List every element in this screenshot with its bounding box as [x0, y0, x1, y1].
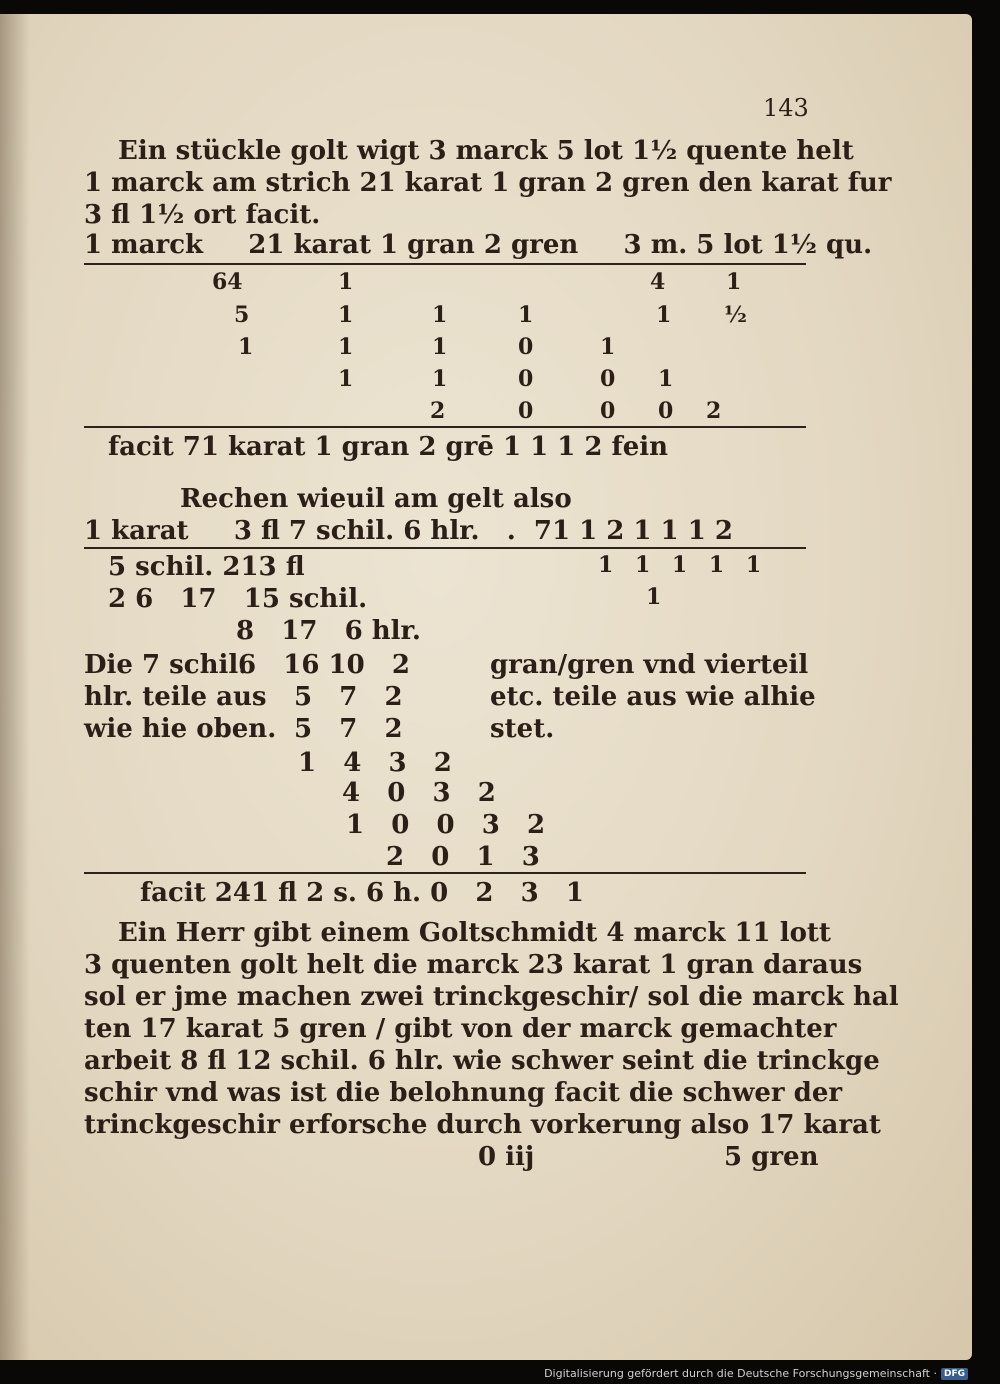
problem2-work-line: 5 schil. 213 fl [108, 552, 305, 582]
problem2-sub-row-2: 1 [646, 584, 662, 610]
problem2-note-right: gran/gren vnd vierteil [490, 650, 809, 680]
page-number: 143 [763, 94, 809, 122]
problem3-tail-left: 0 iij [478, 1142, 535, 1172]
problem3-line: arbeit 8 fl 12 schil. 6 hlr. wie schwer seint die trinckge [84, 1046, 880, 1076]
problem2-note-left: Die 7 schil. [84, 650, 248, 680]
problem3-line: sol er jme machen zwei trinckgeschir/ sol die marck hal [84, 982, 899, 1012]
problem3-line: 3 quenten golt helt die marck 23 karat 1 gran daraus [84, 950, 863, 980]
grid-cell: 1 [432, 302, 448, 328]
problem2-cascade-line: 1 4 3 2 [298, 748, 452, 778]
grid-cell: 0 [518, 334, 534, 360]
grid-cell: 1 [656, 302, 672, 328]
digitization-footer [544, 1367, 968, 1380]
problem2-note-left: hlr. teile aus [84, 682, 267, 712]
grid-cell: 0 [518, 366, 534, 392]
grid-cell: 1 [432, 334, 448, 360]
grid-cell: 0 [600, 366, 616, 392]
problem2-sum-rule [84, 872, 806, 874]
problem3-line: ten 17 karat 5 gren / gibt von der marck gemachter [84, 1014, 837, 1044]
problem2-note-nums: 5 7 2 [294, 682, 403, 712]
grid-cell: 0 [518, 398, 534, 424]
grid-cell: 2 [430, 398, 446, 424]
problem2-facit: facit 241 fl 2 s. 6 h. 0 2 3 1 [140, 878, 584, 908]
grid-cell: 1 [432, 366, 448, 392]
problem2-sub-row: 1 1 1 1 1 [598, 552, 762, 578]
grid-cell: 1 [658, 366, 674, 392]
dfg-logo-icon: DFG [941, 1368, 968, 1380]
grid-cell: 1 [518, 302, 534, 328]
problem2-work-line: 8 17 6 hlr. [236, 616, 421, 646]
problem2-note-right: etc. teile aus wie alhie [490, 682, 816, 712]
problem2-note-right: stet. [490, 714, 555, 744]
problem1-sum-rule [84, 426, 806, 428]
problem2-cascade-line: 1 0 0 3 2 [346, 810, 546, 840]
problem1-header-rule [84, 263, 806, 265]
grid-cell: 0 [658, 398, 674, 424]
problem1-line-2: 1 marck am strich 21 karat 1 gran 2 gren den karat fur [84, 168, 892, 198]
grid-cell: 1 [338, 366, 354, 392]
grid-cell: 1 [238, 334, 254, 360]
grid-cell: 1 [726, 269, 742, 295]
problem2-note-left: wie hie oben. [84, 714, 277, 744]
problem2-work-line: 2 6 17 15 schil. [108, 584, 368, 614]
problem3-line: trinckgeschir erforsche durch vorkerung also 17 karat [84, 1110, 881, 1140]
problem1-facit: facit 71 karat 1 gran 2 grē 1 1 1 2 fein [108, 432, 669, 462]
grid-cell: 0 [600, 398, 616, 424]
problem2-header: 1 karat 3 fl 7 schil. 6 hlr. . 71 1 2 1 1 1 2 [84, 516, 733, 546]
grid-cell: 1 [338, 269, 354, 295]
problem1-line-3: 3 fl 1½ ort facit. [84, 200, 321, 230]
problem1-line-1: Ein stückle golt wigt 3 marck 5 lot 1½ quente helt [118, 136, 854, 166]
problem2-note-nums: 5 7 2 [294, 714, 403, 744]
problem3-line: schir vnd was ist die belohnung facit die schwer der [84, 1078, 843, 1108]
problem3-line: Ein Herr gibt einem Goltschmidt 4 marck 11 lott [118, 918, 831, 948]
grid-cell: 1 [600, 334, 616, 360]
footer-text: Digitalisierung gefördert durch die Deutsche Forschungsgemeinschaft · [544, 1367, 937, 1380]
grid-cell: 1 [338, 334, 354, 360]
grid-cell: 1 [338, 302, 354, 328]
grid-cell: 64 [212, 269, 243, 295]
grid-cell: 4 [650, 269, 666, 295]
problem2-cascade-line: 4 0 3 2 [342, 778, 496, 808]
book-page [0, 14, 972, 1360]
problem2-note-nums: 6 16 10 2 [238, 650, 410, 680]
problem2-header-rule [84, 547, 806, 549]
problem2-heading: Rechen wieuil am gelt also [180, 484, 572, 514]
problem3-tail-right: 5 gren [724, 1142, 819, 1172]
grid-cell: 2 [706, 398, 722, 424]
grid-cell: ½ [724, 302, 747, 328]
problem2-cascade-line: 2 0 1 3 [386, 842, 540, 872]
grid-cell: 5 [234, 302, 250, 328]
problem1-header: 1 marck 21 karat 1 gran 2 gren 3 m. 5 lot 1½ qu. [84, 230, 873, 260]
